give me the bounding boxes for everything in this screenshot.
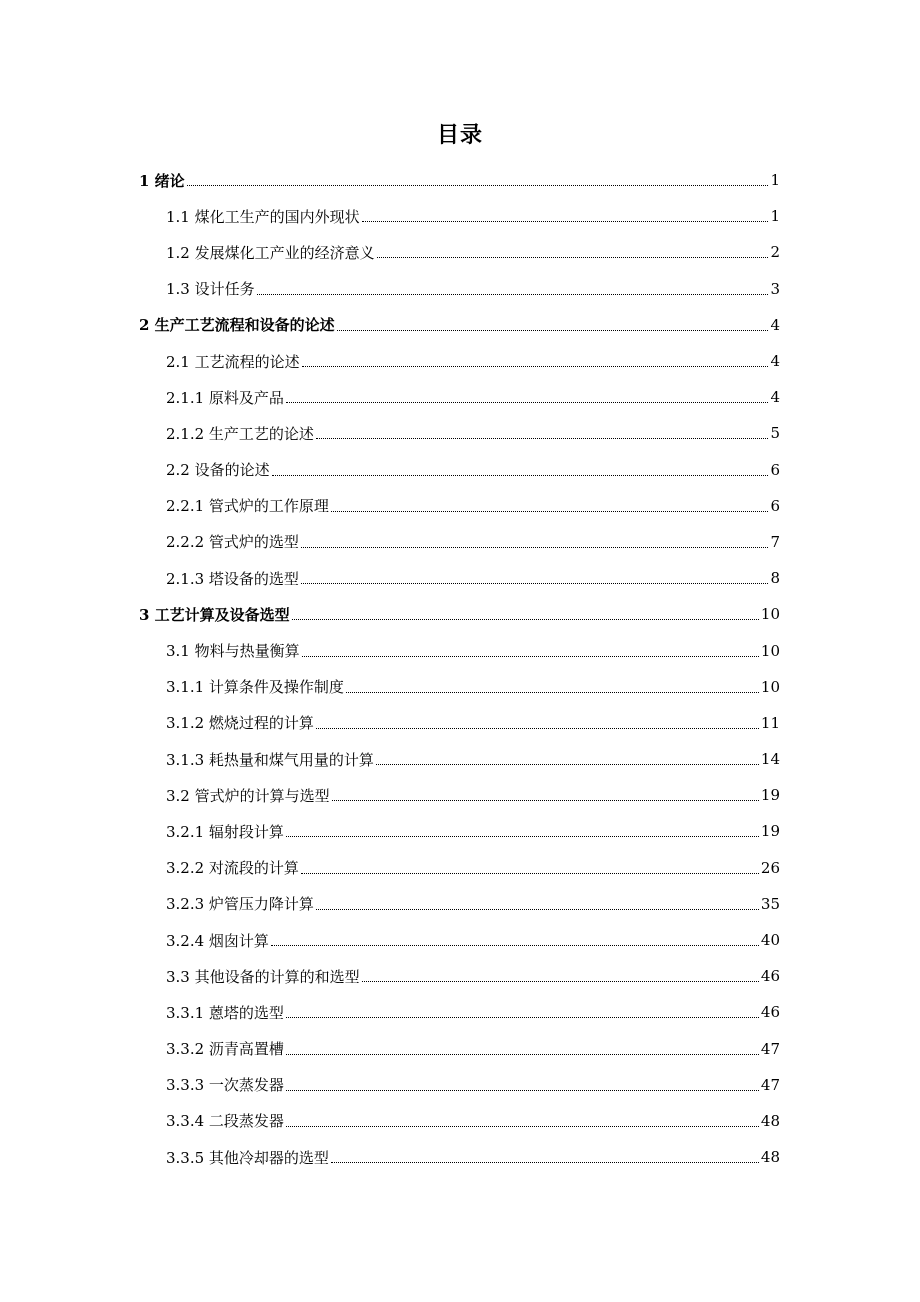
toc-page-number: 10 xyxy=(760,677,780,696)
dot-leader xyxy=(286,1016,759,1018)
toc-entry-text: 3.3 其他设备的计算的和选型 xyxy=(166,967,360,986)
toc-entry[interactable] xyxy=(0,162,920,198)
toc-entry[interactable] xyxy=(0,524,920,560)
toc-entry-text: 1.3 设计任务 xyxy=(166,280,255,299)
dot-leader xyxy=(286,401,769,403)
toc-entry[interactable] xyxy=(0,632,920,668)
toc-page-number: 19 xyxy=(760,822,780,841)
toc-page-number: 40 xyxy=(760,931,780,950)
toc-page-number: 46 xyxy=(760,967,780,986)
toc-entry-text: 3.3.1 蒽塔的选型 xyxy=(166,1003,284,1022)
dot-leader xyxy=(271,944,759,946)
dot-leader xyxy=(301,872,759,874)
toc-entry[interactable] xyxy=(0,958,920,994)
toc-page-number: 4 xyxy=(770,388,780,407)
toc-page-number: 10 xyxy=(760,641,780,660)
toc-entry[interactable] xyxy=(0,705,920,741)
dot-leader xyxy=(302,365,769,367)
toc-entry-text: 1 绪论 xyxy=(139,171,185,190)
toc-entry-text: 3.3.4 二段蒸发器 xyxy=(166,1112,284,1131)
toc-page-number: 47 xyxy=(760,1039,780,1058)
toc-entry-text: 2.1.2 生产工艺的论述 xyxy=(166,424,314,443)
toc-page-number: 4 xyxy=(770,352,780,371)
dot-leader xyxy=(362,980,759,982)
dot-leader xyxy=(286,835,759,837)
toc-entry-text: 3.3.5 其他冷却器的选型 xyxy=(166,1148,329,1167)
toc-page-number: 5 xyxy=(770,424,780,443)
dot-leader xyxy=(301,546,769,548)
toc-page-number: 46 xyxy=(760,1003,780,1022)
toc-entry[interactable] xyxy=(0,452,920,488)
toc-entry-text: 3.2.4 烟囱计算 xyxy=(166,931,269,950)
dot-leader xyxy=(377,256,769,258)
toc-page-number: 7 xyxy=(770,532,780,551)
toc-entry-text: 3.1.1 计算条件及操作制度 xyxy=(166,678,344,697)
toc-page-number: 47 xyxy=(760,1075,780,1094)
toc-entry[interactable] xyxy=(0,560,920,596)
toc-entry-text: 2.1.1 原料及产品 xyxy=(166,388,284,407)
toc-entry-text: 3.2.3 炉管压力降计算 xyxy=(166,895,314,914)
toc-entry[interactable] xyxy=(0,198,920,234)
toc-page-number: 8 xyxy=(770,569,780,588)
dot-leader xyxy=(286,1125,759,1127)
toc-page-number: 2 xyxy=(770,243,780,262)
toc-list xyxy=(0,162,920,1175)
toc-entry-text: 3.3.2 沥青高置槽 xyxy=(166,1040,284,1059)
dot-leader xyxy=(302,655,759,657)
toc-page-number: 10 xyxy=(760,605,780,624)
toc-entry-text: 3.1.3 耗热量和煤气用量的计算 xyxy=(166,750,374,769)
toc-entry-text: 2.1.3 塔设备的选型 xyxy=(166,569,299,588)
toc-entry-text: 2.2 设备的论述 xyxy=(166,461,270,480)
toc-entry-text: 3.2.2 对流段的计算 xyxy=(166,859,299,878)
toc-entry-text: 3.2 管式炉的计算与选型 xyxy=(166,786,330,805)
toc-entry-text: 2.2.2 管式炉的选型 xyxy=(166,533,299,552)
toc-page-number: 4 xyxy=(770,315,780,334)
toc-entry-text: 3.1.2 燃烧过程的计算 xyxy=(166,714,314,733)
toc-page-number: 6 xyxy=(770,496,780,515)
toc-page-number: 1 xyxy=(770,207,780,226)
toc-entry-text: 3.3.3 一次蒸发器 xyxy=(166,1076,284,1095)
toc-page-number: 35 xyxy=(760,894,780,913)
toc-entry-text: 1.1 煤化工生产的国内外现状 xyxy=(166,207,360,226)
toc-entry[interactable] xyxy=(0,343,920,379)
dot-leader xyxy=(257,293,769,295)
dot-leader xyxy=(331,510,769,512)
toc-entry-text: 3.1 物料与热量衡算 xyxy=(166,642,300,661)
dot-leader xyxy=(286,1053,759,1055)
dot-leader xyxy=(316,437,769,439)
toc-entry[interactable] xyxy=(0,813,920,849)
toc-entry-text: 1.2 发展煤化工产业的经济意义 xyxy=(166,243,375,262)
toc-title: 目录 xyxy=(436,123,483,148)
toc-entry[interactable] xyxy=(0,596,920,632)
toc-entry-text: 2.1 工艺流程的论述 xyxy=(166,352,300,371)
toc-entry[interactable] xyxy=(0,994,920,1030)
dot-leader xyxy=(346,691,759,693)
toc-entry[interactable] xyxy=(0,1067,920,1103)
toc-page-number: 14 xyxy=(760,750,780,769)
toc-entry[interactable] xyxy=(0,1139,920,1175)
dot-leader xyxy=(316,727,759,729)
toc-entry[interactable] xyxy=(0,1103,920,1139)
toc-entry[interactable] xyxy=(0,307,920,343)
dot-leader xyxy=(316,908,759,910)
toc-page-number: 11 xyxy=(760,713,780,732)
dot-leader xyxy=(332,799,759,801)
toc-entry-text: 3 工艺计算及设备选型 xyxy=(139,605,290,624)
toc-entry[interactable] xyxy=(0,271,920,307)
dot-leader xyxy=(331,1161,759,1163)
dot-leader xyxy=(187,184,769,186)
toc-entry[interactable] xyxy=(0,488,920,524)
toc-entry[interactable] xyxy=(0,741,920,777)
toc-entry[interactable] xyxy=(0,379,920,415)
toc-page-number: 19 xyxy=(760,786,780,805)
dot-leader xyxy=(362,220,769,222)
toc-entry-text: 3.2.1 辐射段计算 xyxy=(166,822,284,841)
toc-page-number: 6 xyxy=(770,460,780,479)
dot-leader xyxy=(286,1089,759,1091)
toc-entry[interactable] xyxy=(0,415,920,451)
dot-leader xyxy=(376,763,759,765)
toc-entry[interactable] xyxy=(0,777,920,813)
toc-entry-text: 2 生产工艺流程和设备的论述 xyxy=(139,316,335,335)
toc-entry-text: 2.2.1 管式炉的工作原理 xyxy=(166,497,329,516)
toc-entry[interactable] xyxy=(0,234,920,270)
toc-page-number: 26 xyxy=(760,858,780,877)
toc-entry[interactable] xyxy=(0,1031,920,1067)
toc-entry[interactable] xyxy=(0,886,920,922)
toc-entry[interactable] xyxy=(0,922,920,958)
toc-page-number: 3 xyxy=(770,279,780,298)
dot-leader xyxy=(301,582,769,584)
toc-page-number: 48 xyxy=(760,1148,780,1167)
dot-leader xyxy=(272,474,769,476)
dot-leader xyxy=(337,329,769,331)
toc-entry[interactable] xyxy=(0,850,920,886)
toc-page-number: 48 xyxy=(760,1111,780,1130)
toc-entry[interactable] xyxy=(0,669,920,705)
dot-leader xyxy=(292,618,759,620)
toc-page-number: 1 xyxy=(770,171,780,190)
